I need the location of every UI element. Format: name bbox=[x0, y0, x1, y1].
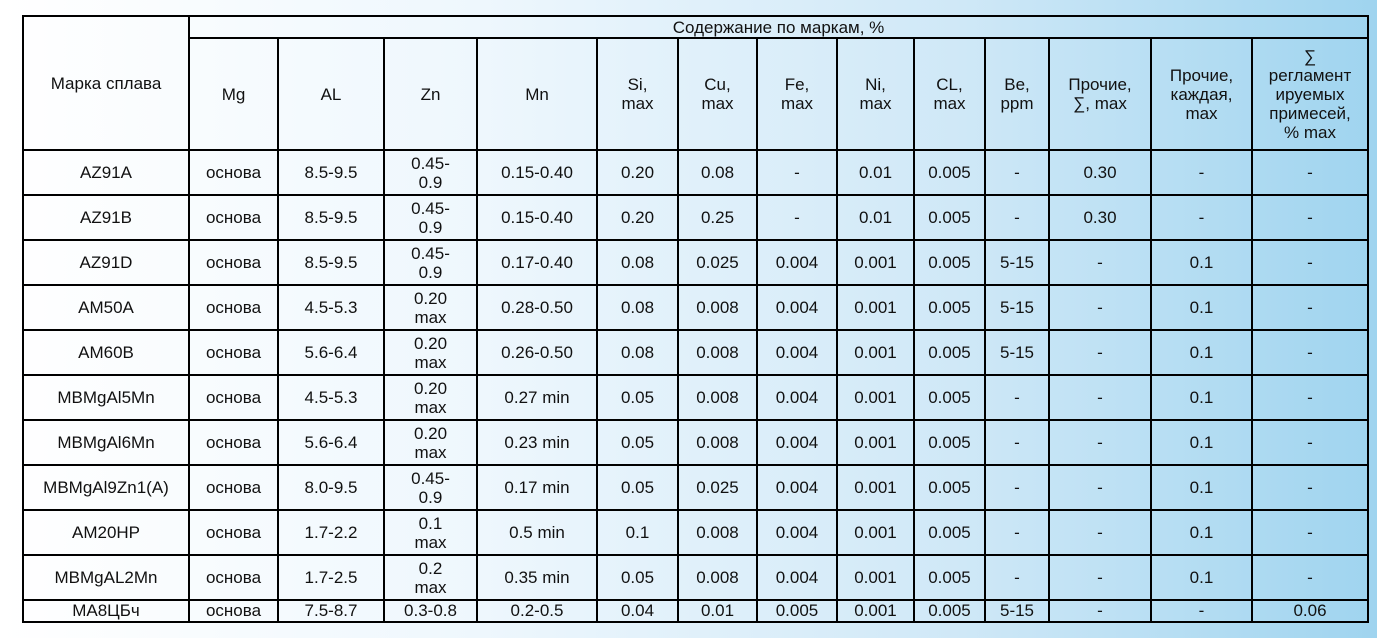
table-cell: 0.15-0.40 bbox=[477, 195, 597, 240]
content-group-header: Содержание по маркам, % bbox=[189, 16, 1368, 38]
table-cell: 0.1 bbox=[1151, 375, 1252, 420]
table-cell: - bbox=[985, 375, 1049, 420]
table-cell: 8.5-9.5 bbox=[278, 195, 384, 240]
table-cell: 0.2 max bbox=[384, 555, 477, 600]
grade-column-header: Марка сплава bbox=[23, 16, 189, 150]
table-cell: 0.005 bbox=[914, 420, 985, 465]
table-row bbox=[23, 330, 1368, 375]
table-cell: - bbox=[1252, 465, 1368, 510]
table-row bbox=[23, 600, 1368, 622]
column-header: Zn bbox=[384, 38, 477, 150]
table-cell: 0.01 bbox=[837, 150, 914, 195]
table-cell: основа bbox=[189, 240, 278, 285]
table-row bbox=[23, 285, 1368, 330]
table-cell: 0.05 bbox=[597, 375, 678, 420]
table-cell: - bbox=[1049, 465, 1151, 510]
table-cell: 0.20 bbox=[597, 195, 678, 240]
table-cell: - bbox=[1252, 195, 1368, 240]
table-cell: - bbox=[1049, 510, 1151, 555]
table-cell: - bbox=[1151, 195, 1252, 240]
table-cell: основа bbox=[189, 285, 278, 330]
table-cell: 0.1 bbox=[1151, 330, 1252, 375]
table-cell: - bbox=[1252, 555, 1368, 600]
table-cell: 0.005 bbox=[914, 600, 985, 622]
table-cell: 0.04 bbox=[597, 600, 678, 622]
table-cell: 0.001 bbox=[837, 420, 914, 465]
table-cell: 0.30 bbox=[1049, 195, 1151, 240]
table-cell: 0.2-0.5 bbox=[477, 600, 597, 622]
alloy-grade-cell: MBMgAl5Mn bbox=[23, 375, 189, 420]
table-cell: основа bbox=[189, 150, 278, 195]
table-cell: - bbox=[985, 195, 1049, 240]
table-cell: - bbox=[1049, 240, 1151, 285]
table-cell: - bbox=[1252, 150, 1368, 195]
table-cell: 0.01 bbox=[678, 600, 757, 622]
table-cell: 0.25 bbox=[678, 195, 757, 240]
table-cell: 0.008 bbox=[678, 555, 757, 600]
alloy-grade-cell: AZ91A bbox=[23, 150, 189, 195]
table-cell: 0.004 bbox=[757, 285, 837, 330]
table-cell: 5.6-6.4 bbox=[278, 330, 384, 375]
table-cell: - bbox=[757, 150, 837, 195]
table-cell: 0.005 bbox=[914, 465, 985, 510]
table-cell: - bbox=[1049, 285, 1151, 330]
table-cell: 0.20 max bbox=[384, 420, 477, 465]
column-header: Cu, max bbox=[678, 38, 757, 150]
table-cell: 4.5-5.3 bbox=[278, 285, 384, 330]
table-cell: 0.004 bbox=[757, 420, 837, 465]
table-cell: 0.005 bbox=[757, 600, 837, 622]
table-cell: 0.05 bbox=[597, 555, 678, 600]
table-cell: - bbox=[1049, 330, 1151, 375]
table-cell: 0.20 bbox=[597, 150, 678, 195]
table-cell: 0.45- 0.9 bbox=[384, 465, 477, 510]
table-cell: 4.5-5.3 bbox=[278, 375, 384, 420]
table-cell: - bbox=[985, 150, 1049, 195]
table-cell: 0.1 bbox=[1151, 420, 1252, 465]
table-cell: 8.5-9.5 bbox=[278, 150, 384, 195]
table-cell: 0.008 bbox=[678, 330, 757, 375]
table-row bbox=[23, 510, 1368, 555]
column-header: AL bbox=[278, 38, 384, 150]
column-header: Прочие, ∑, max bbox=[1049, 38, 1151, 150]
table-cell: основа bbox=[189, 195, 278, 240]
table-cell: 0.004 bbox=[757, 465, 837, 510]
table-cell: 1.7-2.5 bbox=[278, 555, 384, 600]
table-cell: основа bbox=[189, 420, 278, 465]
table-cell: основа bbox=[189, 510, 278, 555]
table-cell: 0.01 bbox=[837, 195, 914, 240]
table-cell: 0.004 bbox=[757, 240, 837, 285]
table-cell: 0.05 bbox=[597, 465, 678, 510]
alloy-grade-cell: MBMgAl9Zn1(A) bbox=[23, 465, 189, 510]
table-cell: - bbox=[1252, 330, 1368, 375]
alloy-grade-cell: AZ91B bbox=[23, 195, 189, 240]
table-cell: 0.004 bbox=[757, 555, 837, 600]
column-header: CL, max bbox=[914, 38, 985, 150]
table-cell: 0.001 bbox=[837, 555, 914, 600]
table-cell: 0.1 max bbox=[384, 510, 477, 555]
table-cell: 0.27 min bbox=[477, 375, 597, 420]
table-cell: 0.45- 0.9 bbox=[384, 195, 477, 240]
table-cell: - bbox=[1049, 600, 1151, 622]
table-cell: 0.23 min bbox=[477, 420, 597, 465]
table-cell: 7.5-8.7 bbox=[278, 600, 384, 622]
table-cell: - bbox=[1049, 555, 1151, 600]
table-cell: 0.001 bbox=[837, 600, 914, 622]
table-row bbox=[23, 420, 1368, 465]
table-row bbox=[23, 195, 1368, 240]
table-cell: 0.005 bbox=[914, 240, 985, 285]
table-row bbox=[23, 375, 1368, 420]
table-cell: 0.1 bbox=[597, 510, 678, 555]
table-cell: 0.06 bbox=[1252, 600, 1368, 622]
table-cell: основа bbox=[189, 465, 278, 510]
table-cell: - bbox=[1252, 420, 1368, 465]
table-cell: 0.1 bbox=[1151, 465, 1252, 510]
table-cell: - bbox=[985, 510, 1049, 555]
table-cell: - bbox=[1252, 285, 1368, 330]
table-cell: 0.20 max bbox=[384, 285, 477, 330]
table-cell: основа bbox=[189, 330, 278, 375]
table-cell: 5.6-6.4 bbox=[278, 420, 384, 465]
table-cell: 1.7-2.2 bbox=[278, 510, 384, 555]
table-cell: - bbox=[985, 420, 1049, 465]
table-cell: 0.005 bbox=[914, 285, 985, 330]
table-cell: 0.004 bbox=[757, 330, 837, 375]
table-cell: основа bbox=[189, 600, 278, 622]
table-cell: 0.005 bbox=[914, 330, 985, 375]
table-cell: 0.001 bbox=[837, 285, 914, 330]
table-cell: - bbox=[1151, 600, 1252, 622]
table-cell: 0.005 bbox=[914, 375, 985, 420]
column-header: Fe, max bbox=[757, 38, 837, 150]
table-row bbox=[23, 465, 1368, 510]
table-cell: 0.004 bbox=[757, 375, 837, 420]
alloy-grade-cell: MBMgAL2Mn bbox=[23, 555, 189, 600]
table-cell: 0.008 bbox=[678, 510, 757, 555]
table-cell: 0.001 bbox=[837, 510, 914, 555]
table-cell: - bbox=[757, 195, 837, 240]
table-cell: 0.008 bbox=[678, 420, 757, 465]
table-cell: 0.08 bbox=[597, 240, 678, 285]
table-cell: 0.05 bbox=[597, 420, 678, 465]
table-cell: 0.001 bbox=[837, 240, 914, 285]
table-cell: 0.025 bbox=[678, 465, 757, 510]
column-header: Mn bbox=[477, 38, 597, 150]
table-cell: 8.0-9.5 bbox=[278, 465, 384, 510]
table-cell: - bbox=[1252, 375, 1368, 420]
table-cell: 0.1 bbox=[1151, 555, 1252, 600]
table-cell: 0.001 bbox=[837, 330, 914, 375]
table-cell: 0.5 min bbox=[477, 510, 597, 555]
column-header: ∑ регламент ируемых примесей, % max bbox=[1252, 38, 1368, 150]
table-row bbox=[23, 555, 1368, 600]
table-cell: 0.005 bbox=[914, 195, 985, 240]
alloy-grade-cell: MBMgAl6Mn bbox=[23, 420, 189, 465]
table-cell: 0.28-0.50 bbox=[477, 285, 597, 330]
table-cell: 0.1 bbox=[1151, 510, 1252, 555]
table-cell: 5-15 bbox=[985, 330, 1049, 375]
table-cell: 0.005 bbox=[914, 555, 985, 600]
table-cell: 0.20 max bbox=[384, 330, 477, 375]
table-cell: 0.17-0.40 bbox=[477, 240, 597, 285]
table-cell: 0.20 max bbox=[384, 375, 477, 420]
alloy-grade-cell: AM20HP bbox=[23, 510, 189, 555]
column-header: Прочие, каждая, max bbox=[1151, 38, 1252, 150]
table-cell: 0.45- 0.9 bbox=[384, 150, 477, 195]
column-header: Mg bbox=[189, 38, 278, 150]
table-cell: 0.001 bbox=[837, 465, 914, 510]
table-cell: 0.008 bbox=[678, 285, 757, 330]
table-cell: - bbox=[1252, 510, 1368, 555]
table-cell: 0.005 bbox=[914, 150, 985, 195]
alloy-grade-cell: AM60B bbox=[23, 330, 189, 375]
table-row bbox=[23, 150, 1368, 195]
table-cell: 0.08 bbox=[597, 285, 678, 330]
table-cell: 5-15 bbox=[985, 285, 1049, 330]
table-cell: 0.008 bbox=[678, 375, 757, 420]
table-cell: - bbox=[1049, 375, 1151, 420]
alloy-grade-cell: МА8ЦБч bbox=[23, 600, 189, 622]
table-cell: - bbox=[985, 465, 1049, 510]
table-cell: 0.45- 0.9 bbox=[384, 240, 477, 285]
table-cell: 0.35 min bbox=[477, 555, 597, 600]
table-cell: 0.08 bbox=[597, 330, 678, 375]
table-cell: - bbox=[1151, 150, 1252, 195]
column-header: Be, ppm bbox=[985, 38, 1049, 150]
alloy-composition-table bbox=[22, 15, 1369, 623]
table-cell: 5-15 bbox=[985, 240, 1049, 285]
table-cell: 0.005 bbox=[914, 510, 985, 555]
table-cell: 0.30 bbox=[1049, 150, 1151, 195]
table-cell: 0.26-0.50 bbox=[477, 330, 597, 375]
alloy-grade-cell: AZ91D bbox=[23, 240, 189, 285]
column-header: Si, max bbox=[597, 38, 678, 150]
table-cell: основа bbox=[189, 555, 278, 600]
table-cell: 0.1 bbox=[1151, 240, 1252, 285]
table-cell: - bbox=[985, 555, 1049, 600]
table-cell: 0.1 bbox=[1151, 285, 1252, 330]
table-cell: 0.17 min bbox=[477, 465, 597, 510]
table-cell: 0.025 bbox=[678, 240, 757, 285]
table-cell: основа bbox=[189, 375, 278, 420]
table-cell: 0.08 bbox=[678, 150, 757, 195]
table-cell: 8.5-9.5 bbox=[278, 240, 384, 285]
table-cell: - bbox=[1049, 420, 1151, 465]
table-cell: 0.3-0.8 bbox=[384, 600, 477, 622]
table-row bbox=[23, 240, 1368, 285]
table-cell: 5-15 bbox=[985, 600, 1049, 622]
table-cell: 0.15-0.40 bbox=[477, 150, 597, 195]
table-cell: 0.001 bbox=[837, 375, 914, 420]
table-cell: - bbox=[1252, 240, 1368, 285]
table-cell: 0.004 bbox=[757, 510, 837, 555]
alloy-grade-cell: AM50A bbox=[23, 285, 189, 330]
column-header: Ni, max bbox=[837, 38, 914, 150]
